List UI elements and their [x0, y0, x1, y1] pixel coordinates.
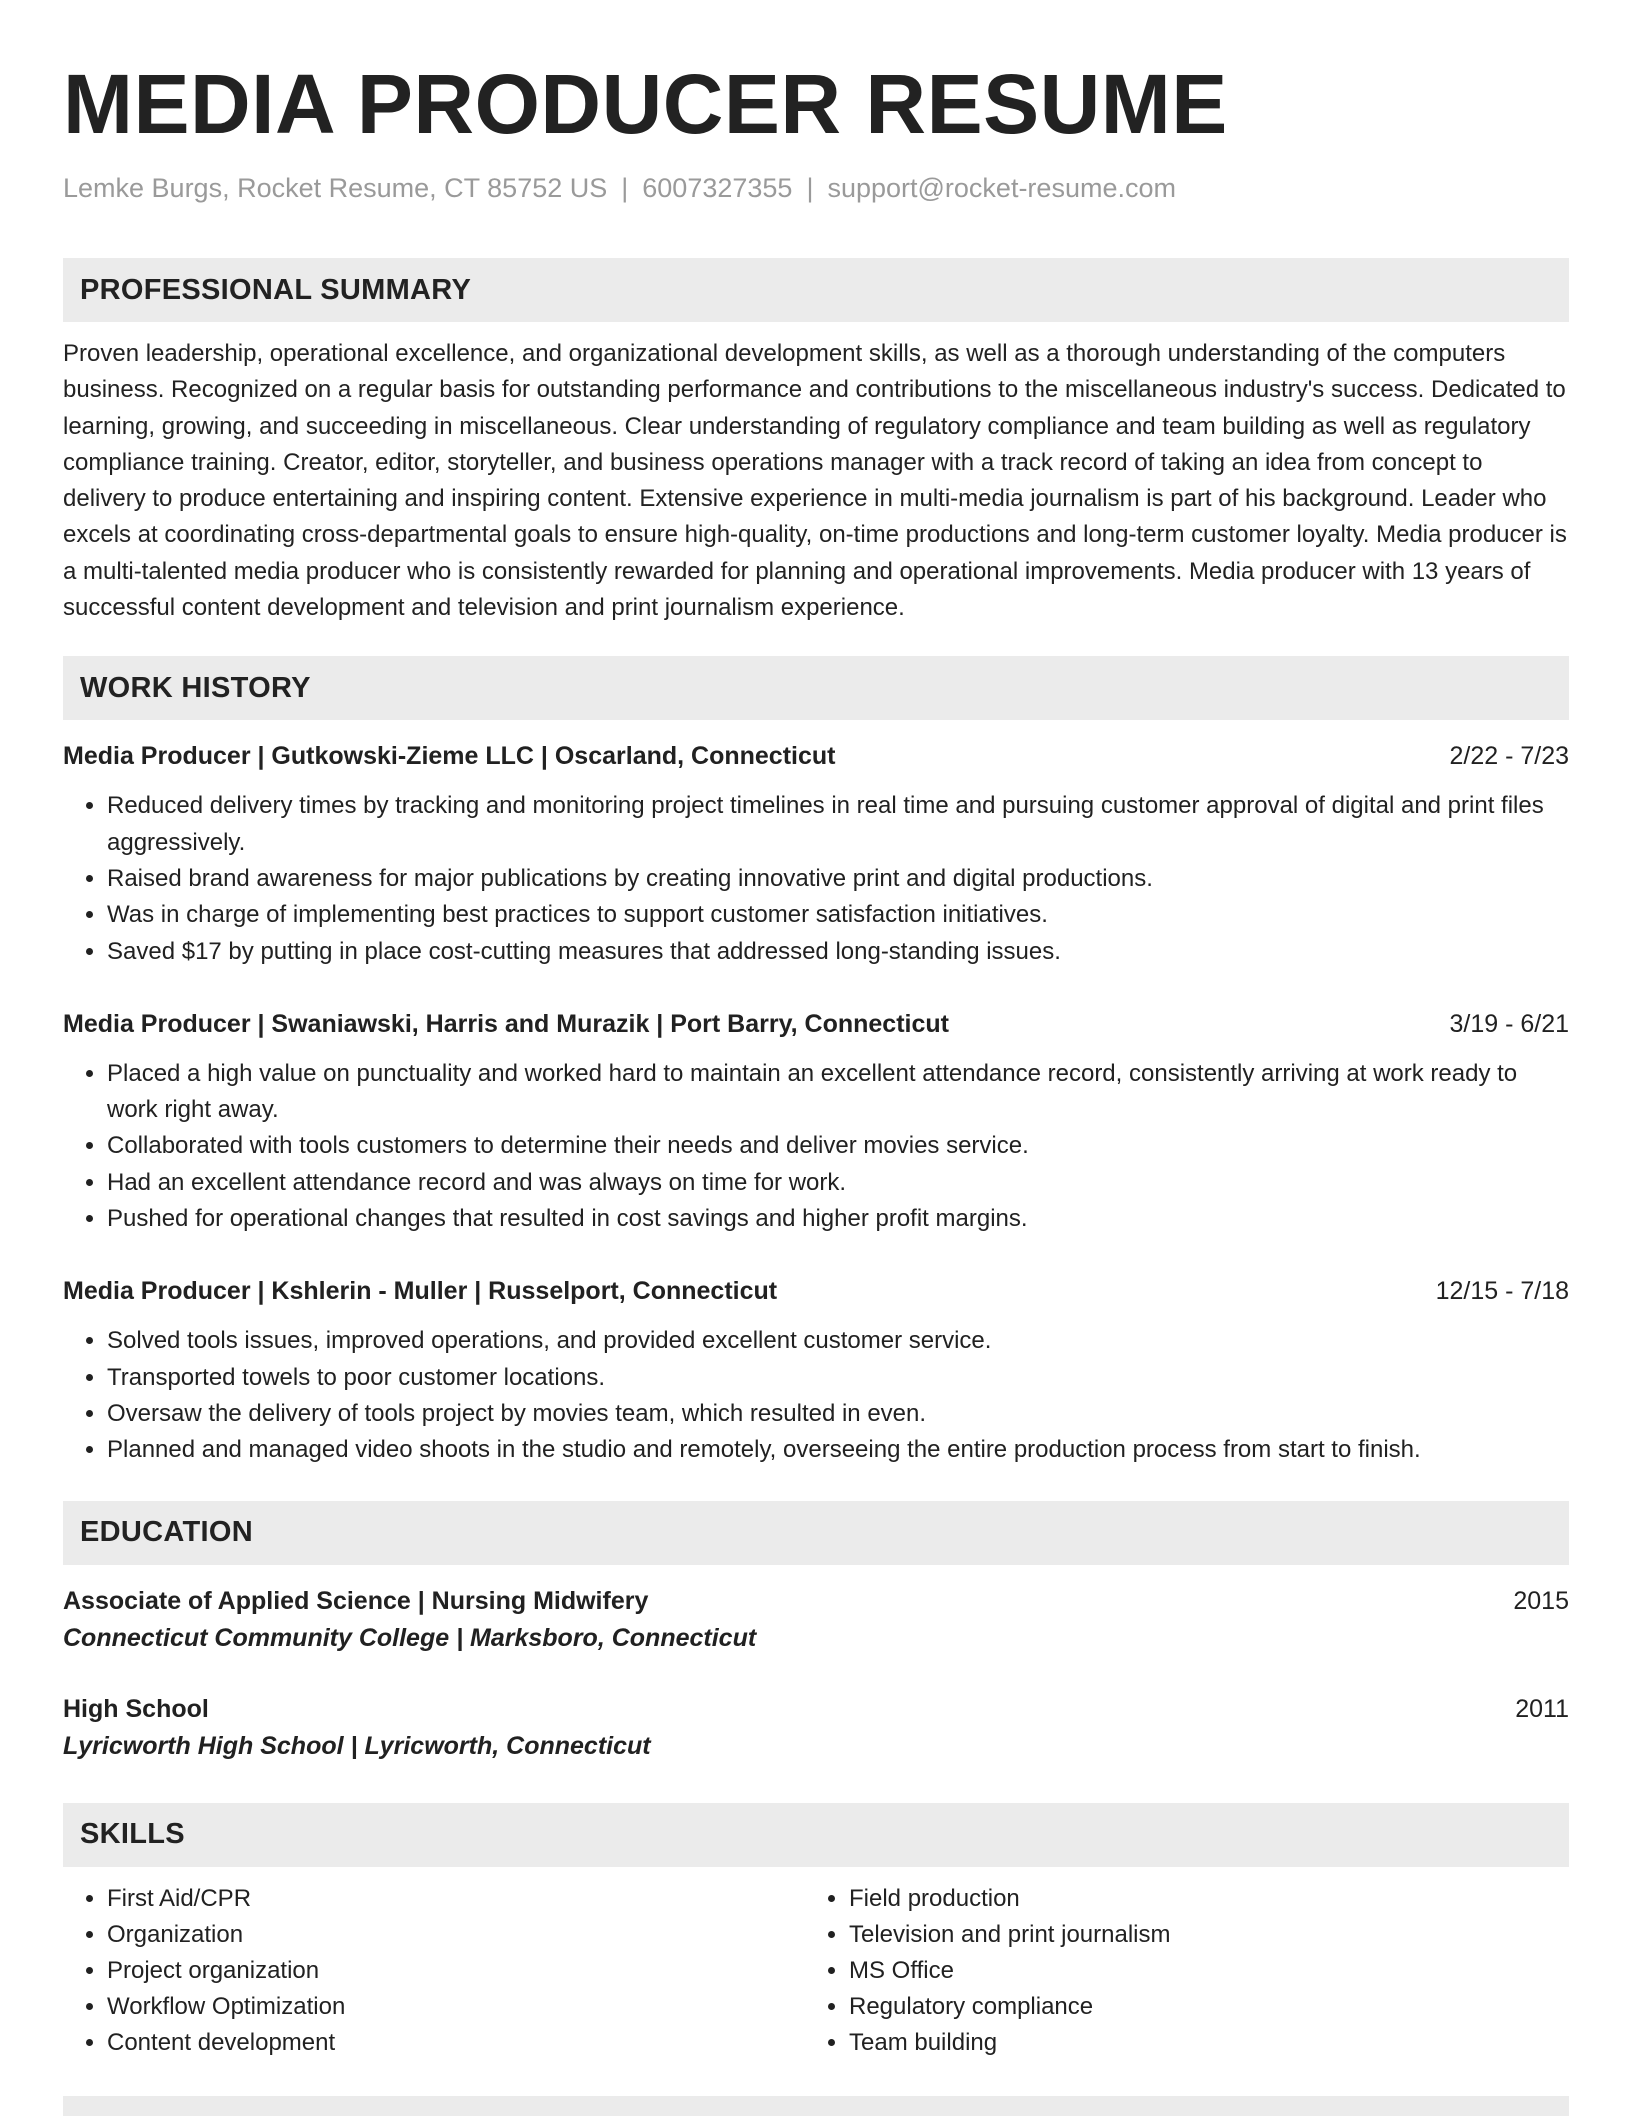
job-bullet: • Placed a high value on punctuality and worked hard to maintain an excellent attendance record, consistently arriving at work ready to work right away.	[107, 1056, 1569, 1129]
job-bullet: • Saved $17 by putting in place cost-cutting measures that addressed long-standing issues.	[107, 934, 1569, 970]
job-bullet: • Was in charge of implementing best practices to support customer satisfaction initiatives.	[107, 897, 1569, 933]
contact-separator: |	[806, 173, 814, 203]
skills-column-right	[805, 1881, 1547, 2061]
job-bullet: • Had an excellent attendance record and was always on time for work.	[107, 1165, 1569, 1201]
skill-item: • Team building	[849, 2025, 1547, 2061]
skills-column-left	[63, 1881, 805, 2061]
skill-item: • First Aid/CPR	[107, 1881, 805, 1917]
job-header	[63, 1006, 1569, 1042]
section-header-work-history: WORK HISTORY	[63, 656, 1569, 720]
job-title: Media Producer | Swaniawski, Harris and Murazik | Port Barry, Connecticut	[63, 1009, 949, 1038]
job-bullet: • Oversaw the delivery of tools project by movies team, which resulted in even.	[107, 1396, 1569, 1432]
skills-grid	[63, 1881, 1569, 2061]
education-year: 2015	[1513, 1586, 1569, 1615]
skill-item: • MS Office	[849, 1953, 1547, 1989]
job-bullet: • Collaborated with tools customers to determine their needs and deliver movies service.	[107, 1128, 1569, 1164]
section-header-skills: SKILLS	[63, 1803, 1569, 1867]
skill-item: • Workflow Optimization	[107, 1989, 805, 2025]
skill-item: • Television and print journalism	[849, 1917, 1547, 1953]
job-bullets	[63, 788, 1569, 969]
education-degree: Associate of Applied Science | Nursing Midwifery	[63, 1586, 649, 1615]
job-entry	[63, 1006, 1569, 1237]
contact-line	[63, 170, 1569, 206]
skill-item: • Field production	[849, 1881, 1547, 1917]
contact-email: support@rocket-resume.com	[827, 173, 1176, 203]
contact-separator: |	[621, 173, 629, 203]
section-header-education: EDUCATION	[63, 1501, 1569, 1565]
job-header	[63, 1273, 1569, 1309]
education-year: 2011	[1515, 1694, 1569, 1723]
job-bullet: • Solved tools issues, improved operations, and provided excellent customer service.	[107, 1323, 1569, 1359]
job-entry	[63, 1273, 1569, 1468]
job-bullets	[63, 1056, 1569, 1237]
job-title: Media Producer | Kshlerin - Muller | Russelport, Connecticut	[63, 1277, 778, 1306]
job-entry	[63, 738, 1569, 969]
skill-item: • Project organization	[107, 1953, 805, 1989]
job-dates: 2/22 - 7/23	[1449, 742, 1569, 771]
job-title: Media Producer | Gutkowski-Zieme LLC | Oscarland, Connecticut	[63, 742, 836, 771]
education-header	[63, 1691, 1569, 1727]
skill-item: • Organization	[107, 1917, 805, 1953]
education-entry	[63, 1691, 1569, 1765]
resume-title: MEDIA PRODUCER RESUME	[63, 57, 1228, 151]
contact-address: Lemke Burgs, Rocket Resume, CT 85752 US	[63, 173, 608, 203]
job-bullet: • Reduced delivery times by tracking and monitoring project timelines in real time and pursuing customer approval of digital and print files aggressively.	[107, 788, 1569, 861]
section-header-summary: PROFESSIONAL SUMMARY	[63, 258, 1569, 322]
job-bullets	[63, 1323, 1569, 1468]
job-dates: 12/15 - 7/18	[1435, 1277, 1569, 1306]
contact-phone: 6007327355	[642, 173, 793, 203]
job-bullet: • Transported towels to poor customer locations.	[107, 1360, 1569, 1396]
education-entry	[63, 1583, 1569, 1657]
job-dates: 3/19 - 6/21	[1449, 1009, 1569, 1038]
job-bullet: • Raised brand awareness for major publications by creating innovative print and digital productions.	[107, 861, 1569, 897]
skill-item: • Regulatory compliance	[849, 1989, 1547, 2025]
education-school: Lyricworth High School | Lyricworth, Connecticut	[63, 1731, 651, 1760]
job-bullet: • Pushed for operational changes that resulted in cost savings and higher profit margins.	[107, 1201, 1569, 1237]
education-header	[63, 1583, 1569, 1619]
next-section-header-partial	[63, 2096, 1569, 2116]
skill-item: • Content development	[107, 2025, 805, 2061]
job-bullet: • Planned and managed video shoots in the studio and remotely, overseeing the entire production process from start to finish.	[107, 1432, 1569, 1468]
education-school: Connecticut Community College | Marksboro, Connecticut	[63, 1623, 757, 1652]
job-header	[63, 738, 1569, 774]
summary-text: Proven leadership, operational excellence, and organizational development skills, as well as a thorough understanding of the computers business. Recognized on a regular basis for outstanding performance and contributions to the miscellaneous industry's success. Dedicated to learning, growing, and succeeding in miscellaneous. Clear understanding of regulatory compliance and team building as well as regulatory compliance training. Creator, editor, storyteller, and business operations manager with a track record of taking an idea from concept to delivery to produce entertaining and inspiring content. Extensive experience in multi-media journalism is part of his background. Leader who excels at coordinating cross-departmental goals to ensure high-quality, on-time productions and long-term customer loyalty. Media producer is a multi-talented media producer who is consistently rewarded for planning and operational improvements. Media producer with 13 years of successful content development and television and print journalism experience.	[63, 340, 1567, 622]
education-degree: High School	[63, 1694, 209, 1723]
